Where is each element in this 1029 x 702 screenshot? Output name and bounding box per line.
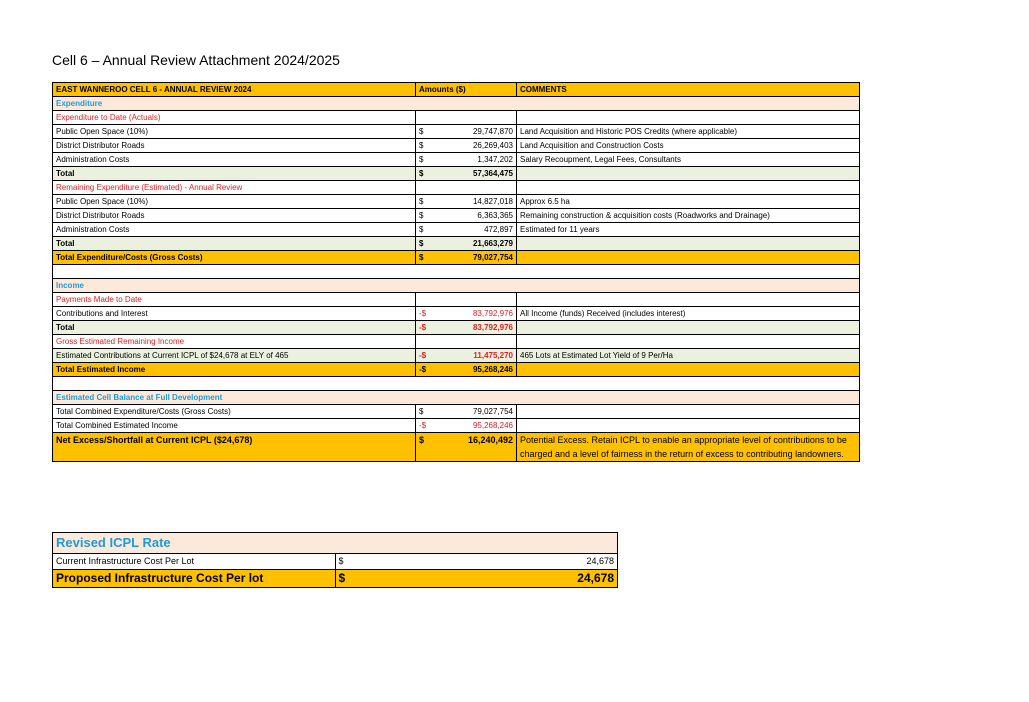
table-row [53,153,860,167]
row-label: Estimated Contributions at Current ICPL of $24,678 at ELY of 465 [53,349,416,363]
row-label: Total [53,237,416,251]
row-label: District Distributor Roads [53,209,416,223]
table-row [53,139,860,153]
row-amount: -$ 83,792,976 [416,321,517,335]
row-amount: $ 24,678 [335,554,618,570]
row-amount: $ 79,027,754 [416,251,517,265]
row-label: District Distributor Roads [53,139,416,153]
row-label: Total Estimated Income [53,363,416,377]
row-comment: All Income (funds) Received (includes interest) [517,307,860,321]
row-amount: $ 26,269,403 [416,139,517,153]
subsection-label: Payments Made to Date [53,293,416,307]
row-amount: -$ 95,268,246 [416,363,517,377]
icpl-current-row [53,554,618,570]
section-income [53,279,860,293]
table-row [53,195,860,209]
row-amount: -$ 95,268,246 [416,419,517,433]
row-comment: Land Acquisition and Construction Costs [517,139,860,153]
row-amount: $ 79,027,754 [416,405,517,419]
row-comment: Remaining construction & acquisition costs (Roadworks and Drainage) [517,209,860,223]
row-label: Total Expenditure/Costs (Gross Costs) [53,251,416,265]
row-amount: $ 1,347,202 [416,153,517,167]
row-amount: $ 57,364,475 [416,167,517,181]
row-amount: $ 472,897 [416,223,517,237]
section-title: Estimated Cell Balance at Full Development [53,391,860,405]
table-row [53,307,860,321]
row-amount: -$ 11,475,270 [416,349,517,363]
row-amount: $ 24,678 [335,570,618,588]
total-row [53,237,860,251]
row-comment: Approx 6.5 ha [517,195,860,209]
section-title: Income [53,279,860,293]
row-comment: Salary Recoupment, Legal Fees, Consultants [517,153,860,167]
row-amount: $ 6,363,365 [416,209,517,223]
page-title: Cell 6 – Annual Review Attachment 2024/2025 [52,52,340,68]
table-header [53,83,860,97]
row-label: Public Open Space (10%) [53,195,416,209]
table-row [53,125,860,139]
grand-total-expenditure [53,251,860,265]
row-label: Public Open Space (10%) [53,125,416,139]
subsection-label: Expenditure to Date (Actuals) [53,111,416,125]
row-amount: $ 14,827,018 [416,195,517,209]
row-amount: $ 29,747,870 [416,125,517,139]
row-label: Contributions and Interest [53,307,416,321]
subsection-label: Gross Estimated Remaining Income [53,335,416,349]
section-balance [53,391,860,405]
subsection-expenditure-to-date [53,111,860,125]
table-row [53,209,860,223]
row-label: Administration Costs [53,223,416,237]
icpl-header [53,533,618,554]
row-label: Current Infrastructure Cost Per Lot [53,554,336,570]
table-row [53,223,860,237]
row-amount: $ 16,240,492 [416,433,517,462]
header-comments: COMMENTS [517,83,860,97]
section-expenditure [53,97,860,111]
header-amounts: Amounts ($) [416,83,517,97]
row-amount: -$ 83,792,976 [416,307,517,321]
annual-review-table [52,82,860,462]
grand-total-income [53,363,860,377]
total-row [53,167,860,181]
subsection-gross-remaining [53,335,860,349]
total-row [53,321,860,335]
table-row [53,349,860,363]
row-label: Total Combined Expenditure/Costs (Gross Costs) [53,405,416,419]
subsection-payments [53,293,860,307]
row-label: Administration Costs [53,153,416,167]
row-label: Total [53,321,416,335]
icpl-table [52,532,618,588]
icpl-proposed-row [53,570,618,588]
row-label: Net Excess/Shortfall at Current ICPL ($24,678) [53,433,416,462]
row-comment: Land Acquisition and Historic POS Credits (where applicable) [517,125,860,139]
row-comment: Estimated for 11 years [517,223,860,237]
row-label: Total [53,167,416,181]
row-amount: $ 21,663,279 [416,237,517,251]
subsection-label: Remaining Expenditure (Estimated) - Annual Review [53,181,416,195]
section-title: Expenditure [53,97,860,111]
row-label: Proposed Infrastructure Cost Per lot [53,570,336,588]
subsection-remaining-expenditure [53,181,860,195]
row-label: Total Combined Estimated Income [53,419,416,433]
table-row [53,419,860,433]
icpl-title: Revised ICPL Rate [53,533,618,554]
table-row [53,405,860,419]
header-title: EAST WANNEROO CELL 6 - ANNUAL REVIEW 2024 [53,83,416,97]
net-excess-row [53,433,860,462]
row-comment: 465 Lots at Estimated Lot Yield of 9 Per/Ha [517,349,860,363]
row-comment: Potential Excess. Retain ICPL to enable an appropriate level of contributions to be charged and a level of fairness in the return of excess to contributing landowners. [517,433,860,462]
